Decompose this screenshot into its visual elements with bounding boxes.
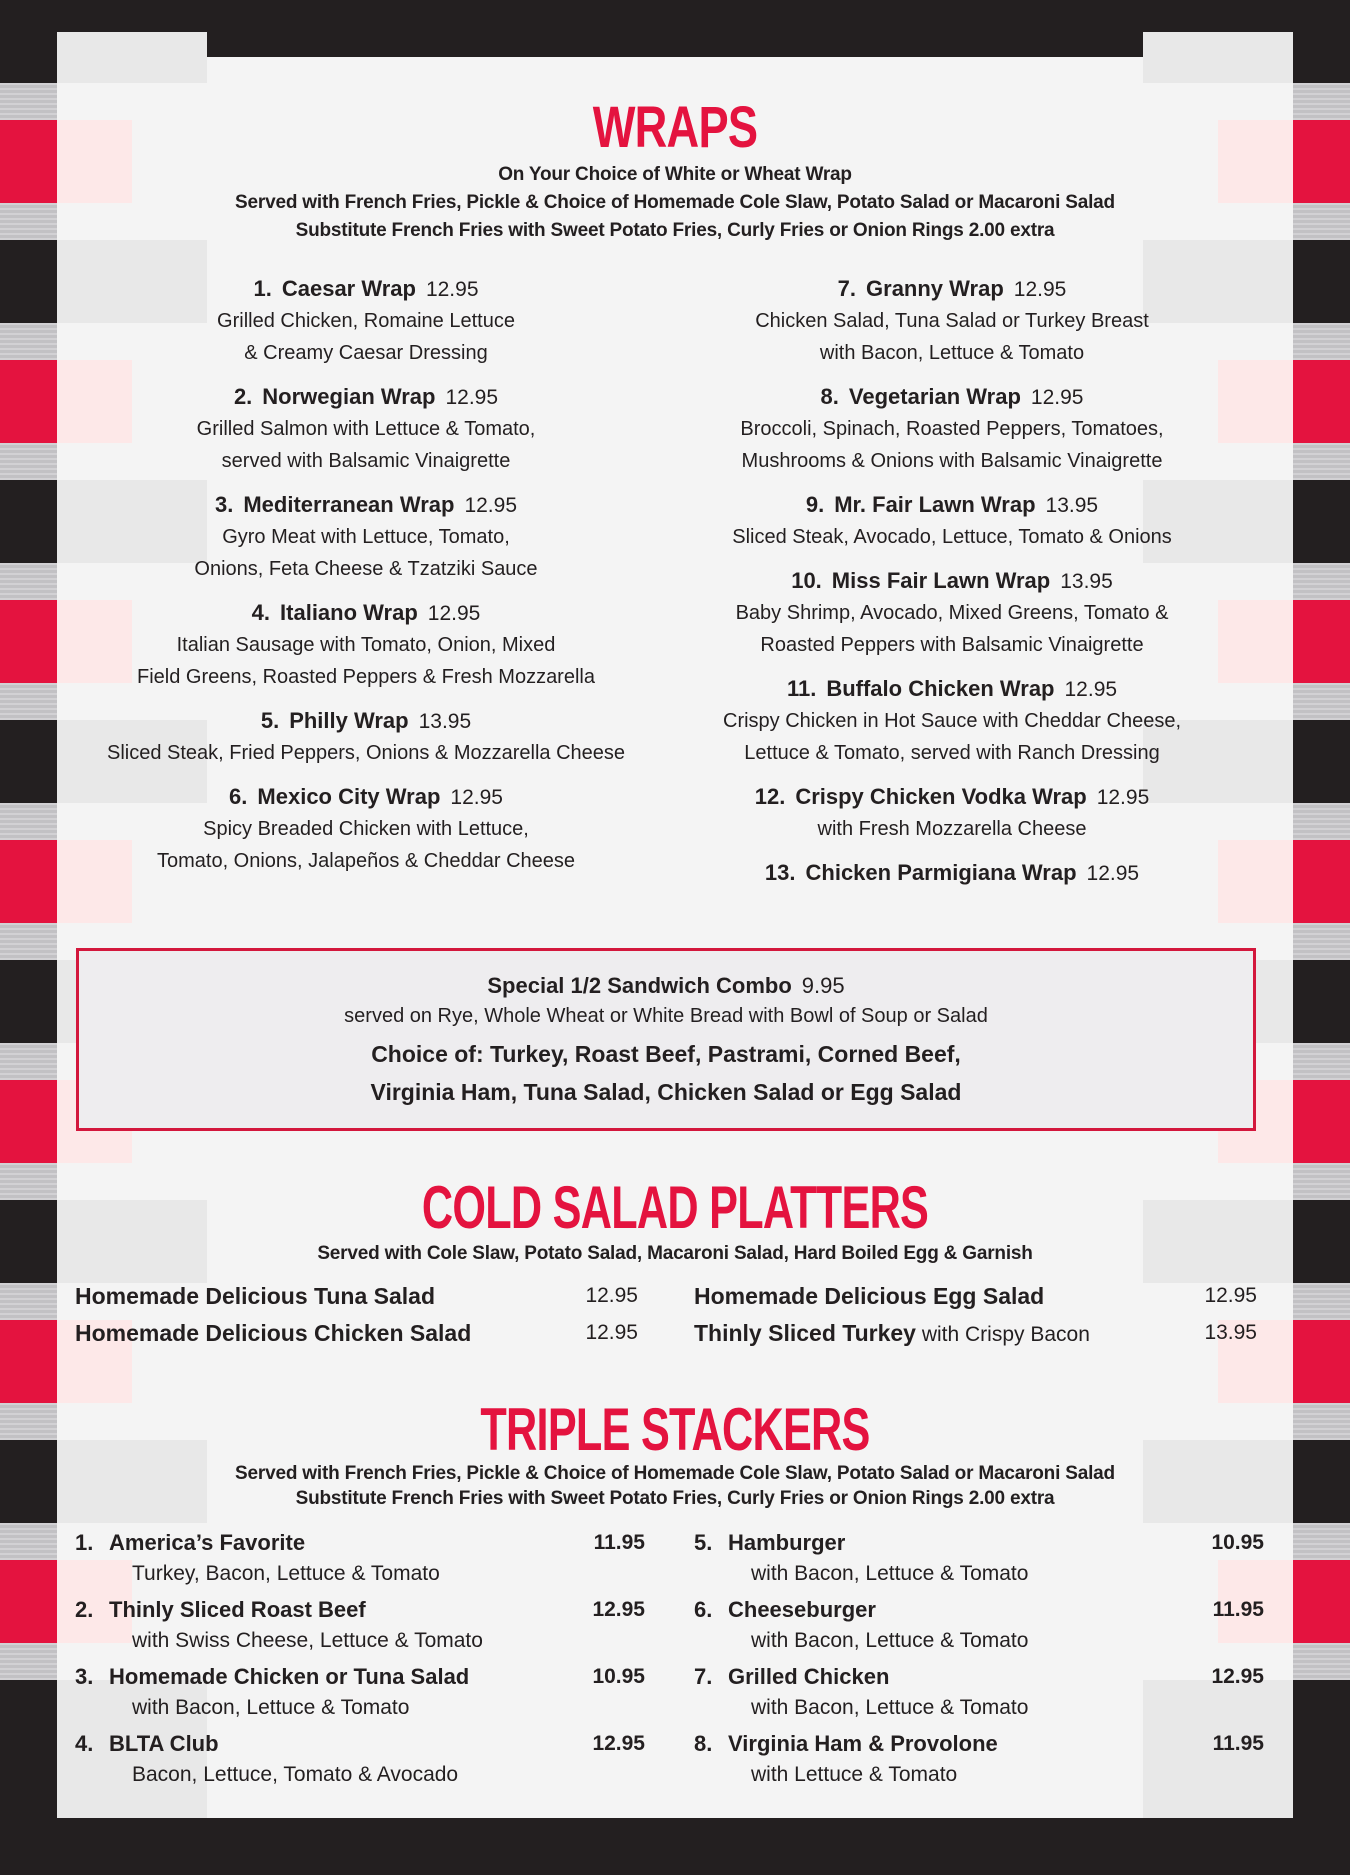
combo-choice-line: Virginia Ham, Tuna Salad, Chicken Salad or Egg Salad [370, 1079, 962, 1105]
wrap-price: 12.95 [1013, 278, 1067, 301]
cold-salad-title: COLD SALAD PLATTERS [421, 1174, 929, 1241]
wraps-subtitle [0, 162, 1350, 243]
wrap-desc: Chicken Salad, Tuna Salad or Turkey Breast [755, 310, 1149, 332]
wrap-price: 12.95 [464, 494, 518, 517]
wrap-desc: Crispy Chicken in Hot Sauce with Cheddar Cheese, [723, 710, 1181, 732]
wraps-subtitle-line: Served with French Fries, Pickle & Choice of Homemade Cole Slaw, Potato Salad or Macaroni Salad [235, 192, 1115, 213]
wrap-desc: Mushrooms & Onions with Balsamic Vinaigrette [741, 450, 1163, 472]
stacker-item: 5. Hamburger 10.95 with Bacon, Lettuce & Tomato [694, 1530, 1264, 1585]
wraps-title: WRAPS [592, 95, 758, 160]
stacker-item: 4. BLTA Club 12.95 Bacon, Lettuce, Tomato & Avocado [75, 1731, 645, 1786]
wrap-name: Norwegian Wrap [262, 384, 436, 409]
wrap-price: 12.95 [1096, 786, 1150, 809]
combo-choice-line: Choice of: Turkey, Roast Beef, Pastrami, Corned Beef, [371, 1041, 961, 1067]
salad-item: Homemade Delicious Egg Salad [694, 1283, 1045, 1309]
wrap-name: Granny Wrap [866, 276, 1004, 301]
wraps-subtitle-line: Substitute French Fries with Sweet Potato Fries, Curly Fries or Onion Rings 2.00 extra [295, 220, 1055, 241]
wrap-desc: with Bacon, Lettuce & Tomato [819, 342, 1085, 364]
wrap-desc: Broccoli, Spinach, Roasted Peppers, Tomatoes, [740, 418, 1164, 440]
wrap-desc: & Creamy Caesar Dressing [244, 342, 488, 364]
wrap-price: 12.95 [450, 786, 503, 809]
wrap-desc: Onions, Feta Cheese & Tzatziki Sauce [194, 558, 538, 580]
wrap-item: 6. Mexico City Wrap 12.95 Spicy Breaded Chicken with Lettuce, Tomato, Onions, Jalapeños & Cheddar Cheese [86, 782, 646, 877]
wrap-name: Chicken Parmigiana Wrap [805, 860, 1077, 885]
wrap-desc: Grilled Chicken, Romaine Lettuce [217, 310, 515, 332]
wrap-item: 1. Caesar Wrap 12.95 Grilled Chicken, Romaine Lettuce & Creamy Caesar Dressing [86, 274, 646, 369]
wrap-desc: Baby Shrimp, Avocado, Mixed Greens, Tomato & [735, 602, 1169, 624]
wraps-right-column [672, 274, 1232, 902]
wrap-item: 3. Mediterranean Wrap 12.95 Gyro Meat with Lettuce, Tomato, Onions, Feta Cheese & Tzatziki Sauce [86, 490, 646, 585]
wraps-left-column [86, 274, 646, 890]
wrap-name: Buffalo Chicken Wrap [826, 676, 1055, 701]
wrap-name: Mediterranean Wrap [243, 492, 455, 517]
wrap-item: 4. Italiano Wrap 12.95 Italian Sausage with Tomato, Onion, Mixed Field Greens, Roasted Peppers & Fresh Mozzarella [86, 598, 646, 693]
wrap-desc: Spicy Breaded Chicken with Lettuce, [203, 818, 529, 840]
wrap-item: 7. Granny Wrap 12.95 Chicken Salad, Tuna Salad or Turkey Breast with Bacon, Lettuce & Tomato [672, 274, 1232, 369]
wrap-desc: with Fresh Mozzarella Cheese [817, 818, 1087, 840]
wrap-name: Italiano Wrap [280, 600, 418, 625]
wrap-name: Caesar Wrap [281, 276, 416, 301]
stacker-item: 6. Cheeseburger 11.95 with Bacon, Lettuce & Tomato [694, 1597, 1264, 1652]
wrap-item: 12. Crispy Chicken Vodka Wrap 12.95 with Fresh Mozzarella Cheese [672, 782, 1232, 845]
wraps-subtitle-line: On Your Choice of White or Wheat Wrap [498, 164, 852, 185]
wrap-desc: Grilled Salmon with Lettuce & Tomato, [196, 418, 536, 440]
wrap-desc: Tomato, Onions, Jalapeños & Cheddar Cheese [156, 850, 576, 872]
wrap-desc: Gyro Meat with Lettuce, Tomato, [222, 526, 510, 548]
salad-item: Thinly Sliced Turkey with Crispy Bacon [694, 1320, 1090, 1346]
wrap-price: 12.95 [1086, 862, 1140, 885]
stacker-item: 3. Homemade Chicken or Tuna Salad 10.95 with Bacon, Lettuce & Tomato [75, 1664, 645, 1719]
wrap-price: 13.95 [1060, 570, 1113, 593]
wrap-name: Crispy Chicken Vodka Wrap [795, 784, 1087, 809]
wrap-price: 12.95 [445, 386, 499, 409]
stacker-item: 2. Thinly Sliced Roast Beef 12.95 with Swiss Cheese, Lettuce & Tomato [75, 1597, 645, 1652]
triple-stackers-title: TRIPLE STACKERS [480, 1396, 870, 1463]
stacker-item: 8. Virginia Ham & Provolone 11.95 with Lettuce & Tomato [694, 1731, 1264, 1786]
wrap-name: Vegetarian Wrap [848, 384, 1021, 409]
wrap-name: Mexico City Wrap [257, 784, 441, 809]
wrap-desc: Roasted Peppers with Balsamic Vinaigrette [760, 634, 1144, 656]
wrap-price: 12.95 [427, 602, 481, 625]
salad-item: Homemade Delicious Chicken Salad [75, 1320, 472, 1346]
wrap-price: 13.95 [418, 710, 472, 733]
combo-choices [79, 1035, 1253, 1111]
cold-salad-subtitle: Served with Cole Slaw, Potato Salad, Macaroni Salad, Hard Boiled Egg & Garnish [317, 1243, 1033, 1264]
wrap-desc: Lettuce & Tomato, served with Ranch Dressing [744, 742, 1160, 764]
wrap-desc: Sliced Steak, Avocado, Lettuce, Tomato & Onions [732, 526, 1172, 548]
sandwich-combo-box [76, 948, 1256, 1131]
wrap-desc: Italian Sausage with Tomato, Onion, Mixed [176, 634, 556, 656]
stacker-item: 1. America’s Favorite 11.95 Turkey, Bacon, Lettuce & Tomato [75, 1530, 645, 1585]
triple-stackers-subtitle [0, 1461, 1350, 1511]
wrap-desc: Field Greens, Roasted Peppers & Fresh Mozzarella [137, 666, 595, 688]
stacker-item: 7. Grilled Chicken 12.95 with Bacon, Lettuce & Tomato [694, 1664, 1264, 1719]
combo-price: 9.95 [801, 973, 845, 998]
wrap-item: 11. Buffalo Chicken Wrap 12.95 Crispy Chicken in Hot Sauce with Cheddar Cheese, Lettuce & Tomato, served with Ranch Dressing [672, 674, 1232, 769]
wrap-price: 13.95 [1045, 494, 1099, 517]
wrap-item: 9. Mr. Fair Lawn Wrap 13.95 Sliced Steak, Avocado, Lettuce, Tomato & Onions [672, 490, 1232, 553]
salad-price: 12.95 [1204, 1284, 1257, 1307]
wrap-item: 10. Miss Fair Lawn Wrap 13.95 Baby Shrimp, Avocado, Mixed Greens, Tomato & Roasted Peppers with Balsamic Vinaigrette [672, 566, 1232, 661]
combo-title: Special 1/2 Sandwich Combo [487, 973, 792, 998]
stackers-subtitle-line: Substitute French Fries with Sweet Potato Fries, Curly Fries or Onion Rings 2.00 extra [295, 1488, 1055, 1509]
salad-price: 12.95 [585, 1284, 638, 1307]
wrap-name: Philly Wrap [289, 708, 409, 733]
salad-item: Homemade Delicious Tuna Salad [75, 1283, 436, 1309]
stackers-subtitle-line: Served with French Fries, Pickle & Choice of Homemade Cole Slaw, Potato Salad or Macaroni Salad [235, 1463, 1115, 1484]
wrap-desc: served with Balsamic Vinaigrette [221, 450, 511, 472]
wrap-item: 5. Philly Wrap 13.95 Sliced Steak, Fried Peppers, Onions & Mozzarella Cheese [86, 706, 646, 769]
wrap-item: 8. Vegetarian Wrap 12.95 Broccoli, Spinach, Roasted Peppers, Tomatoes, Mushrooms & Onions with Balsamic Vinaigrette [672, 382, 1232, 477]
wrap-name: Miss Fair Lawn Wrap [831, 568, 1051, 593]
salad-price: 12.95 [585, 1321, 638, 1344]
wrap-price: 12.95 [1064, 678, 1118, 701]
combo-subtitle: served on Rye, Whole Wheat or White Bread with Bowl of Soup or Salad [344, 1005, 988, 1027]
wrap-name: Mr. Fair Lawn Wrap [834, 492, 1036, 517]
wrap-item: 2. Norwegian Wrap 12.95 Grilled Salmon with Lettuce & Tomato, served with Balsamic Vinaigrette [86, 382, 646, 477]
wrap-desc: Sliced Steak, Fried Peppers, Onions & Mozzarella Cheese [106, 742, 626, 764]
salad-price: 13.95 [1204, 1321, 1257, 1344]
wrap-price: 12.95 [425, 278, 479, 301]
wrap-item: 13. Chicken Parmigiana Wrap 12.95 [764, 860, 1140, 885]
wrap-price: 12.95 [1030, 386, 1084, 409]
